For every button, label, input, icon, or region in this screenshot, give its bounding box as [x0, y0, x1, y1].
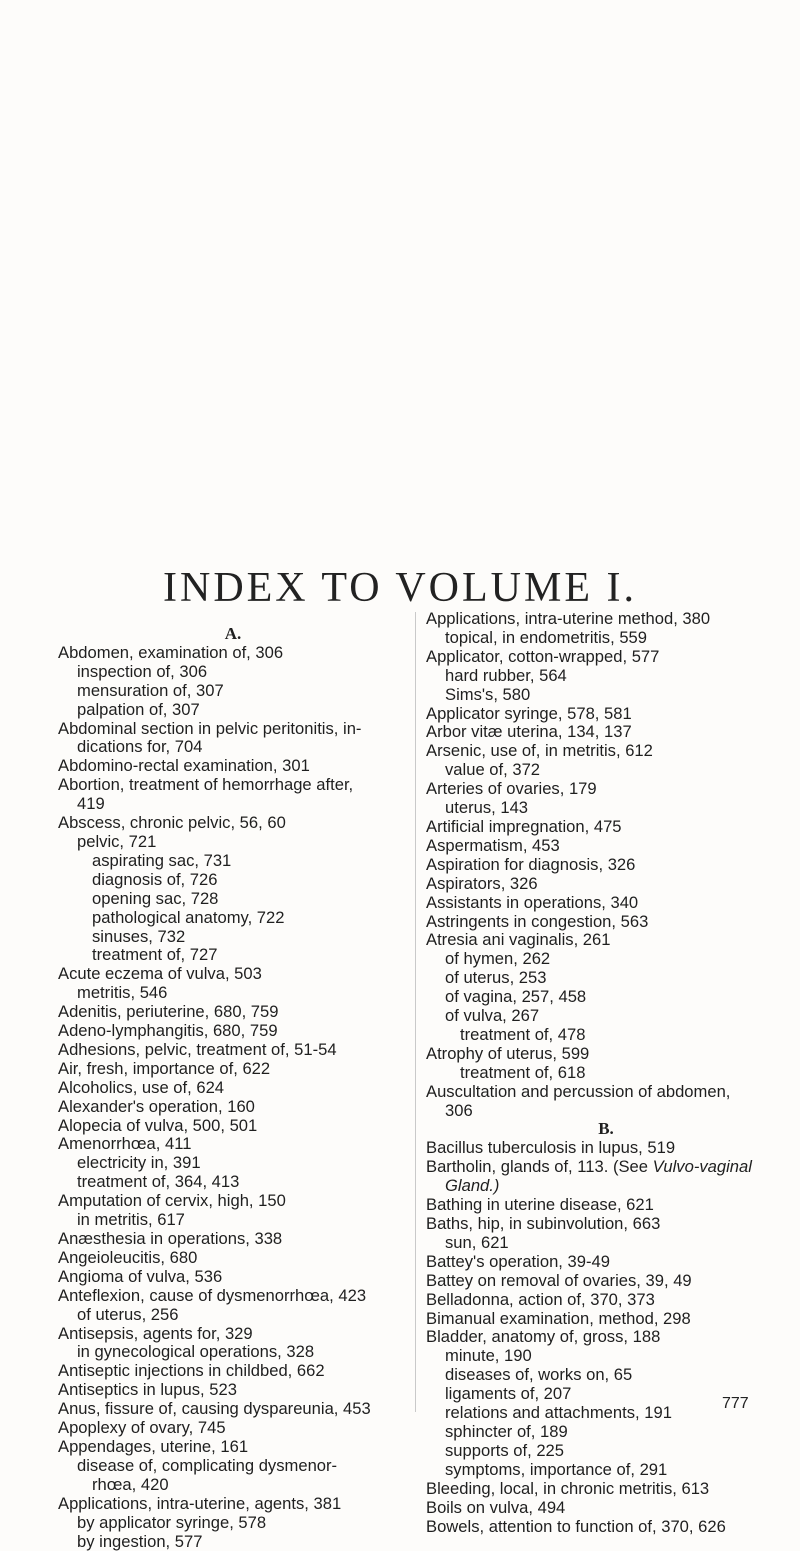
index-entry: [58, 795, 408, 814]
index-entry-text: by ingestion, 577: [77, 1532, 202, 1551]
index-entry-text: Atrophy of uterus, 599: [426, 1044, 589, 1063]
index-entry: [58, 1079, 408, 1098]
index-entry: [58, 1117, 408, 1136]
index-entry: [58, 1476, 408, 1495]
index-entry: [58, 644, 408, 663]
index-entry-text: metritis, 546: [77, 983, 167, 1002]
index-entry: [58, 965, 408, 984]
index-entry: [58, 1400, 408, 1419]
index-entry: [58, 1457, 408, 1476]
index-entry-text: disease of, complicating dysmenor-: [77, 1456, 337, 1475]
index-entry: [426, 761, 786, 780]
index-entry: [58, 1438, 408, 1457]
index-entry: [426, 1518, 786, 1537]
cross-reference: Gland.): [445, 1176, 499, 1195]
index-entry-text: supports of, 225: [445, 1441, 564, 1460]
index-entry: [426, 686, 786, 705]
column-divider: [415, 612, 416, 1412]
index-entry: [58, 909, 408, 928]
index-entry-text: Abdomen, examination of, 306: [58, 643, 283, 662]
index-entry: [58, 1230, 408, 1249]
index-entry-text: Air, fresh, importance of, 622: [58, 1059, 270, 1078]
index-entry-text: Bacillus tuberculosis in lupus, 519: [426, 1138, 675, 1157]
index-entry-text: in metritis, 617: [77, 1210, 185, 1229]
index-entry-text: Astringents in congestion, 563: [426, 912, 648, 931]
index-entry-text: mensuration of, 307: [77, 681, 224, 700]
index-entry-text: pelvic, 721: [77, 832, 156, 851]
index-entry: [58, 1135, 408, 1154]
index-entry: [426, 1347, 786, 1366]
index-entry-text: sinuses, 732: [92, 927, 185, 946]
index-entry: [426, 1139, 786, 1158]
index-entry-text: treatment of, 618: [460, 1063, 585, 1082]
index-entry-text: inspection of, 306: [77, 662, 207, 681]
index-entry: [58, 663, 408, 682]
index-entry: [426, 780, 786, 799]
index-entry: [58, 852, 408, 871]
index-entry-text: aspirating sac, 731: [92, 851, 231, 870]
index-entry-text: treatment of, 727: [92, 945, 217, 964]
index-entry: [58, 1192, 408, 1211]
index-entry: [426, 1196, 786, 1215]
index-entry-text: Baths, hip, in subinvolution, 663: [426, 1214, 660, 1233]
index-entry-text: pathological anatomy, 722: [92, 908, 285, 927]
index-entry-text: Adhesions, pelvic, treatment of, 51-54: [58, 1040, 337, 1059]
index-entry: [58, 1003, 408, 1022]
index-entry: [58, 928, 408, 947]
index-entry: [426, 723, 786, 742]
index-entry: [58, 757, 408, 776]
index-entry-text: minute, 190: [445, 1346, 532, 1365]
index-entry-text: Bartholin, glands of, 113. (See: [426, 1157, 653, 1176]
index-entry: [426, 894, 786, 913]
index-entry-text: Alcoholics, use of, 624: [58, 1078, 224, 1097]
index-entry-text: Antiseptic injections in childbed, 662: [58, 1361, 325, 1380]
index-entry-text: Apoplexy of ovary, 745: [58, 1418, 226, 1437]
index-entry: [58, 720, 408, 739]
index-entry: [426, 988, 786, 1007]
index-entry: [426, 1102, 786, 1121]
index-entry-text: Aspirators, 326: [426, 874, 538, 893]
index-entry-text: uterus, 143: [445, 798, 528, 817]
index-entry-text: Alexander's operation, 160: [58, 1097, 255, 1116]
index-entry: [426, 1064, 786, 1083]
index-entry: [426, 931, 786, 950]
index-entry-text: of uterus, 253: [445, 968, 546, 987]
index-entry: [58, 1362, 408, 1381]
index-entry-text: Artificial impregnation, 475: [426, 817, 622, 836]
index-entry: [426, 1272, 786, 1291]
index-entry-text: Amenorrhœa, 411: [58, 1134, 191, 1153]
index-entry-text: 419: [77, 794, 105, 813]
index-entry-text: ligaments of, 207: [445, 1384, 571, 1403]
index-entry-text: Applicator, cotton-wrapped, 577: [426, 647, 659, 666]
index-entry-text: of uterus, 256: [77, 1305, 178, 1324]
index-entry-text: in gynecological operations, 328: [77, 1342, 314, 1361]
index-entry: [58, 871, 408, 890]
index-entry: [426, 648, 786, 667]
index-entry: [58, 1041, 408, 1060]
index-entry-text: Anæsthesia in operations, 338: [58, 1229, 282, 1248]
index-entry-text: Battey on removal of ovaries, 39, 49: [426, 1271, 692, 1290]
index-entry-text: Bleeding, local, in chronic metritis, 613: [426, 1479, 709, 1498]
index-entry-text: diagnosis of, 726: [92, 870, 217, 889]
index-entry: [58, 1514, 408, 1533]
index-entry: [426, 1177, 786, 1196]
index-entry: [426, 913, 786, 932]
index-entry-text: Abortion, treatment of hemorrhage after,: [58, 775, 353, 794]
index-entry-text: value of, 372: [445, 760, 540, 779]
index-entry-text: Applications, intra-uterine, agents, 381: [58, 1494, 341, 1513]
index-entry: [58, 1154, 408, 1173]
index-entry-text: Antiseptics in lupus, 523: [58, 1380, 237, 1399]
index-entry: [426, 1310, 786, 1329]
index-entry-text: Angeioleucitis, 680: [58, 1248, 197, 1267]
index-entry: [58, 1381, 408, 1400]
index-entry-text: Anus, fissure of, causing dyspareunia, 453: [58, 1399, 371, 1418]
index-entry: [58, 814, 408, 833]
index-entry: [58, 1495, 408, 1514]
index-entry-text: Applications, intra-uterine method, 380: [426, 609, 710, 628]
index-entry: [426, 1158, 786, 1177]
index-entry-text: Bimanual examination, method, 298: [426, 1309, 691, 1328]
index-entry: [426, 667, 786, 686]
index-entry: [426, 1253, 786, 1272]
index-entry: [426, 1083, 786, 1102]
index-entry-text: Adeno-lymphangitis, 680, 759: [58, 1021, 278, 1040]
index-entry-text: dications for, 704: [77, 737, 202, 756]
index-entry: [58, 1268, 408, 1287]
section-heading: A.: [58, 625, 408, 644]
index-entry: [426, 837, 786, 856]
index-entry: [426, 818, 786, 837]
index-entry-text: Bladder, anatomy of, gross, 188: [426, 1327, 660, 1346]
index-entry-text: Anteflexion, cause of dysmenorrhœa, 423: [58, 1286, 366, 1305]
cross-reference: Vulvo-vaginal: [653, 1157, 752, 1176]
index-entry-text: Acute eczema of vulva, 503: [58, 964, 262, 983]
page-number: 777: [722, 1395, 749, 1413]
index-entry-text: palpation of, 307: [77, 700, 200, 719]
index-entry: [58, 701, 408, 720]
index-entry-text: of hymen, 262: [445, 949, 550, 968]
index-entry: [426, 1480, 786, 1499]
index-entry: [426, 856, 786, 875]
index-entry: [58, 1419, 408, 1438]
index-entry-text: Assistants in operations, 340: [426, 893, 638, 912]
index-entry: [426, 1026, 786, 1045]
index-entry: [426, 1291, 786, 1310]
index-entry-text: Appendages, uterine, 161: [58, 1437, 248, 1456]
index-entry-text: of vagina, 257, 458: [445, 987, 586, 1006]
index-entry: [58, 776, 408, 795]
index-entry-text: electricity in, 391: [77, 1153, 201, 1172]
index-entry: [426, 1045, 786, 1064]
index-entry-text: 306: [445, 1101, 473, 1120]
index-entry: [58, 1249, 408, 1268]
index-entry: [58, 1533, 408, 1551]
index-entry: [58, 946, 408, 965]
index-entry-text: Abscess, chronic pelvic, 56, 60: [58, 813, 286, 832]
index-entry-text: of vulva, 267: [445, 1006, 539, 1025]
index-entry: [58, 833, 408, 852]
index-entry-text: Arteries of ovaries, 179: [426, 779, 597, 798]
index-entry: [58, 1098, 408, 1117]
index-entry: [58, 1325, 408, 1344]
index-entry: [58, 738, 408, 757]
index-entry-text: Auscultation and percussion of abdomen,: [426, 1082, 730, 1101]
index-entry-text: Boils on vulva, 494: [426, 1498, 565, 1517]
index-entry: [58, 1211, 408, 1230]
index-entry-text: sphincter of, 189: [445, 1422, 568, 1441]
page-title: INDEX TO VOLUME I.: [0, 564, 800, 612]
index-entry-text: Aspermatism, 453: [426, 836, 560, 855]
index-entry-text: symptoms, importance of, 291: [445, 1460, 667, 1479]
index-entry-text: sun, 621: [445, 1233, 509, 1252]
index-entry-text: relations and attachments, 191: [445, 1403, 672, 1422]
index-entry-text: Atresia ani vaginalis, 261: [426, 930, 610, 949]
index-entry-text: Adenitis, periuterine, 680, 759: [58, 1002, 278, 1021]
index-entry: [58, 1343, 408, 1362]
index-entry-text: Battey's operation, 39-49: [426, 1252, 610, 1271]
index-entry: [426, 629, 786, 648]
index-entry: [58, 984, 408, 1003]
index-entry-text: topical, in endometritis, 559: [445, 628, 647, 647]
index-entry-text: hard rubber, 564: [445, 666, 567, 685]
index-entry: [426, 1461, 786, 1480]
index-entry: [426, 875, 786, 894]
index-entry-text: Antisepsis, agents for, 329: [58, 1324, 253, 1343]
index-entry: [426, 1423, 786, 1442]
index-entry-text: Abdominal section in pelvic peritonitis, in-: [58, 719, 361, 738]
index-entry-text: Belladonna, action of, 370, 373: [426, 1290, 655, 1309]
index-entry: [58, 890, 408, 909]
index-entry-text: Sims's, 580: [445, 685, 530, 704]
index-entry: [58, 1287, 408, 1306]
section-heading: B.: [426, 1120, 786, 1139]
index-entry-text: Bathing in uterine disease, 621: [426, 1195, 654, 1214]
index-entry-text: Alopecia of vulva, 500, 501: [58, 1116, 257, 1135]
index-entry-text: Arbor vitæ uterina, 134, 137: [426, 722, 632, 741]
index-entry-text: opening sac, 728: [92, 889, 218, 908]
index-entry-text: Amputation of cervix, high, 150: [58, 1191, 286, 1210]
index-entry: [58, 1173, 408, 1192]
index-entry: [58, 682, 408, 701]
index-column-left: [58, 625, 408, 1551]
index-entry: [426, 1328, 786, 1347]
index-entry: [426, 1499, 786, 1518]
index-entry: [426, 799, 786, 818]
index-entry-text: Aspiration for diagnosis, 326: [426, 855, 635, 874]
index-entry: [426, 1234, 786, 1253]
index-entry-text: treatment of, 364, 413: [77, 1172, 239, 1191]
index-entry-text: treatment of, 478: [460, 1025, 585, 1044]
index-entry: [426, 969, 786, 988]
index-entry: [426, 950, 786, 969]
index-entry-text: Abdomino-rectal examination, 301: [58, 756, 310, 775]
index-entry: [426, 742, 786, 761]
index-entry-text: Bowels, attention to function of, 370, 626: [426, 1517, 726, 1536]
index-entry-text: Applicator syringe, 578, 581: [426, 704, 632, 723]
index-entry: [426, 705, 786, 724]
index-entry-text: Arsenic, use of, in metritis, 612: [426, 741, 653, 760]
index-entry-text: rhœa, 420: [92, 1475, 169, 1494]
index-entry: [58, 1022, 408, 1041]
index-entry: [58, 1306, 408, 1325]
index-entry-text: Angioma of vulva, 536: [58, 1267, 222, 1286]
index-entry: [58, 1060, 408, 1079]
index-entry-text: diseases of, works on, 65: [445, 1365, 632, 1384]
index-entry: [426, 1007, 786, 1026]
index-entry-text: by applicator syringe, 578: [77, 1513, 266, 1532]
index-entry: [426, 1366, 786, 1385]
index-entry: [426, 1215, 786, 1234]
index-entry: [426, 610, 786, 629]
index-entry: [426, 1442, 786, 1461]
